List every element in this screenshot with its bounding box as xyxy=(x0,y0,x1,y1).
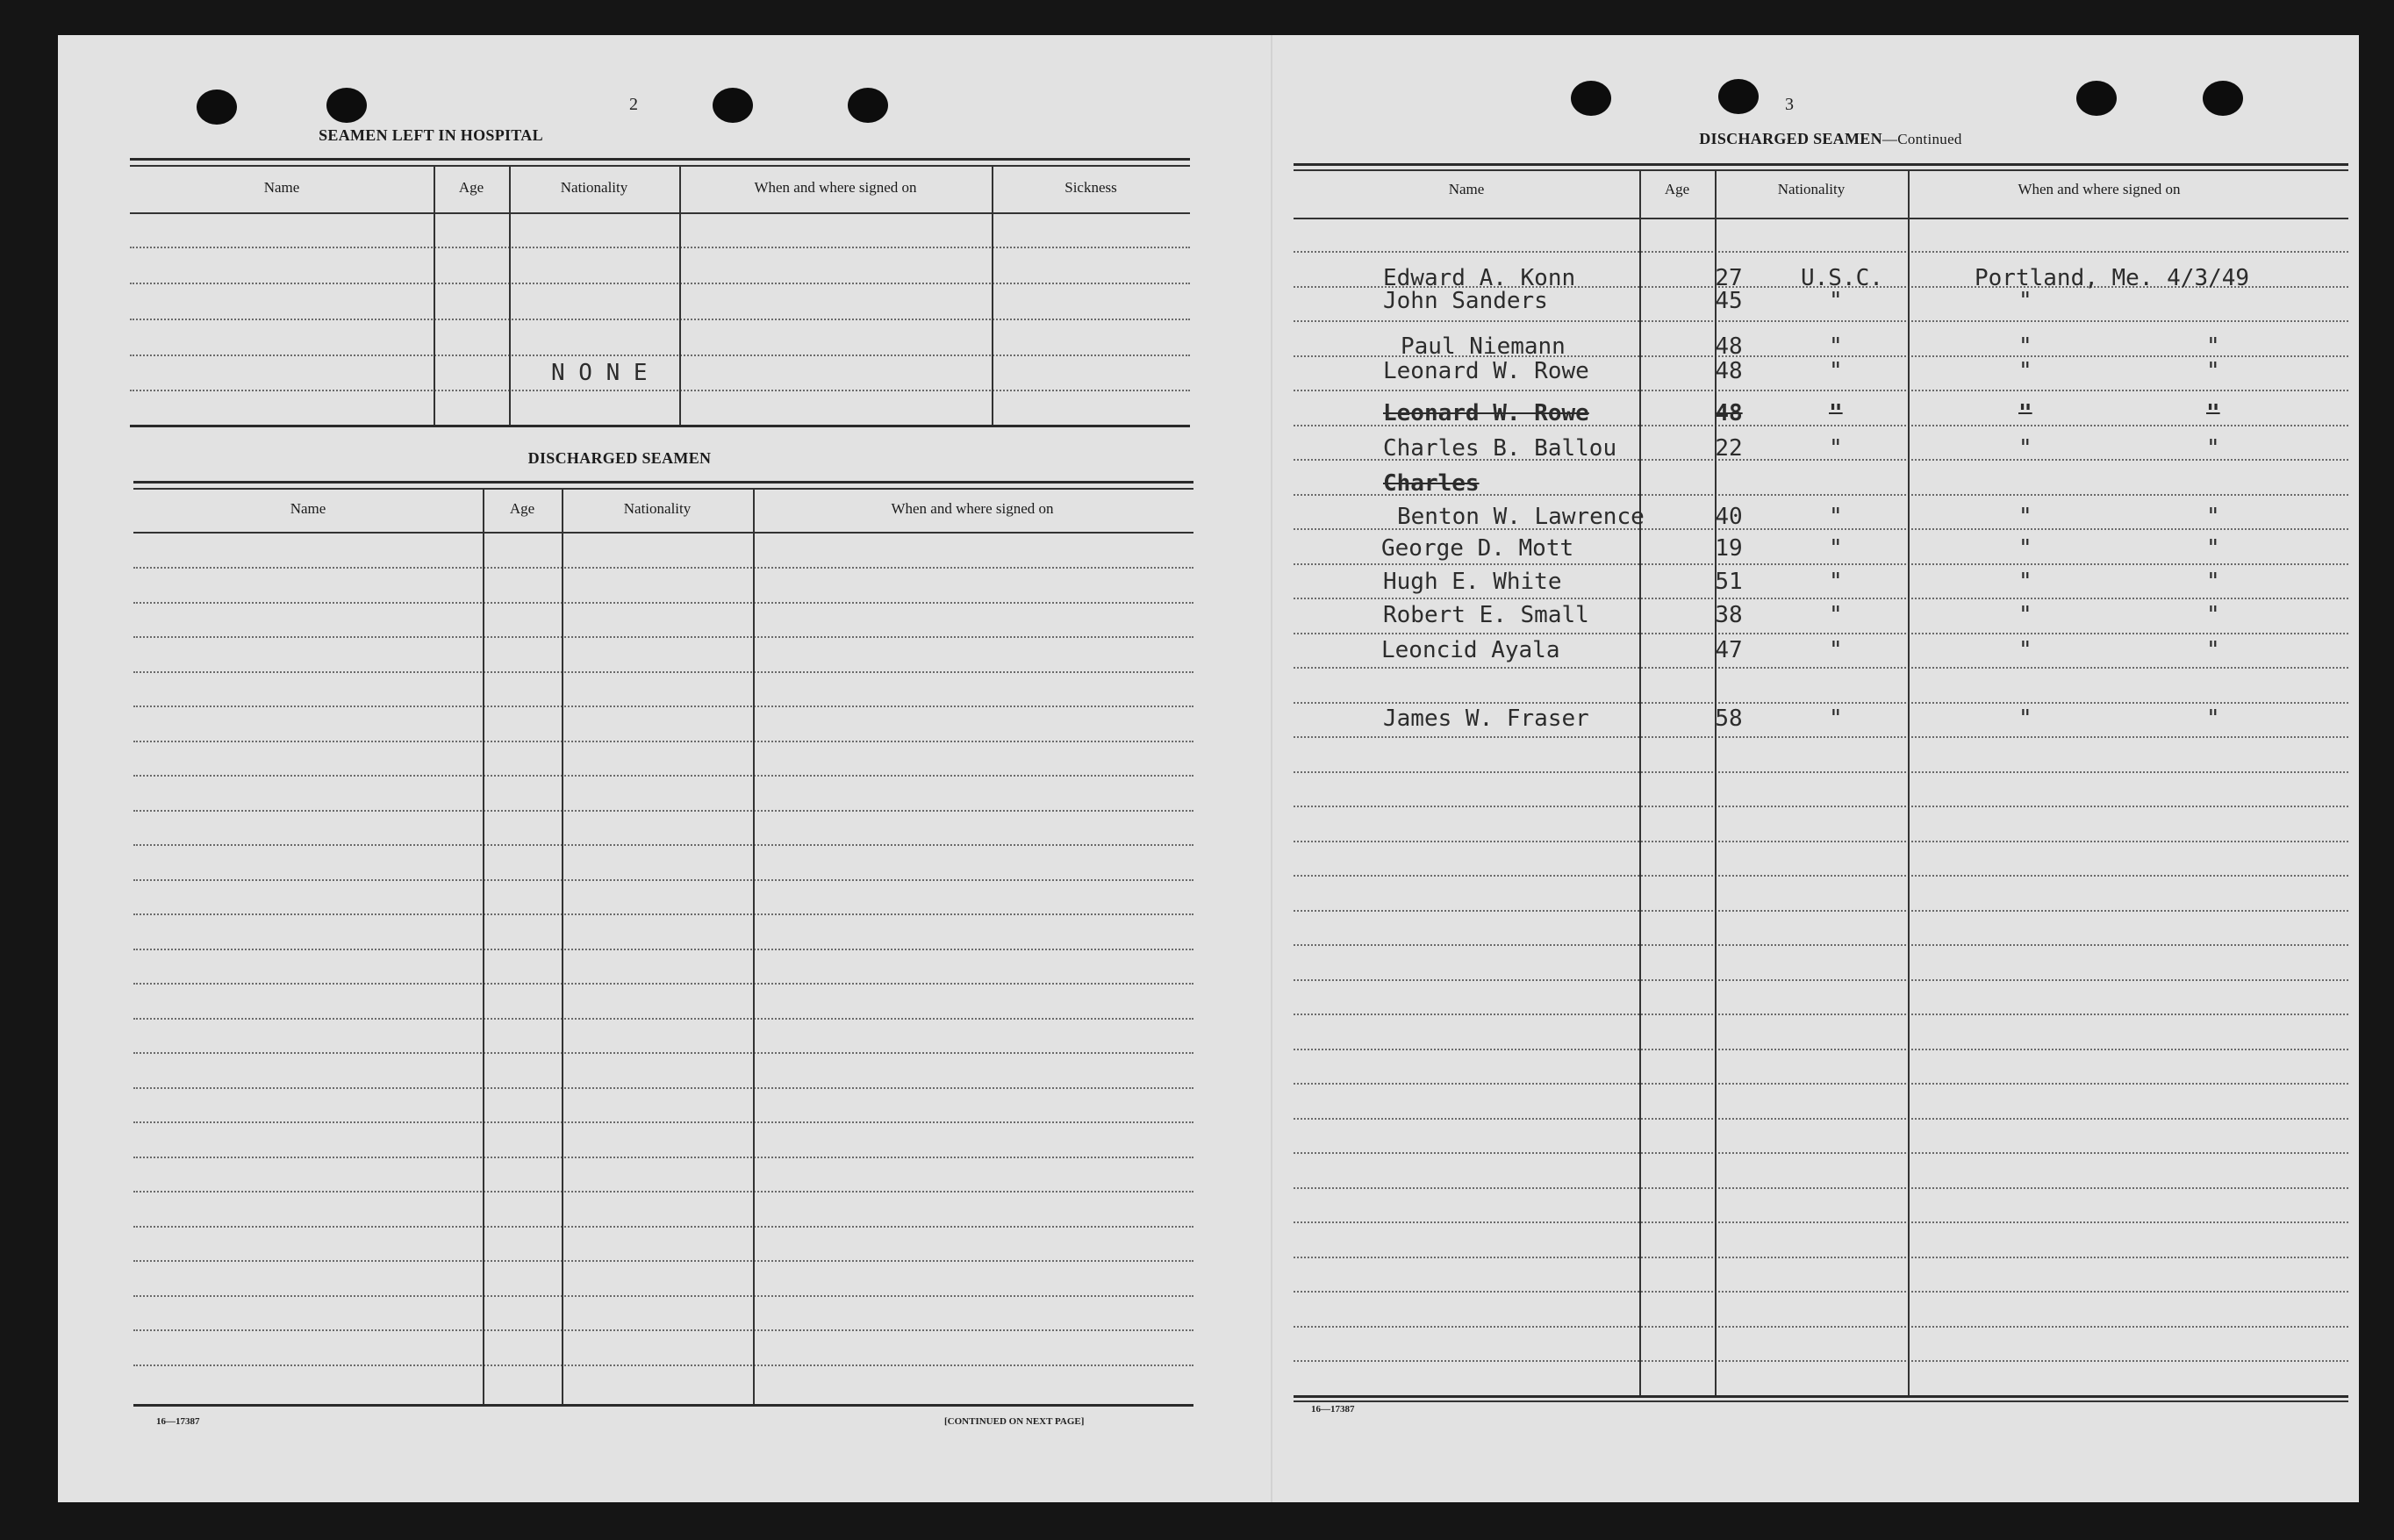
discharged-continued-title xyxy=(1620,130,2041,148)
row-rule xyxy=(1294,1187,2348,1189)
row-rule xyxy=(1294,736,2348,738)
discharged-table-top-rule xyxy=(133,488,1193,490)
seaman-nationality: " xyxy=(1829,504,1843,530)
row-rule xyxy=(133,1329,1193,1331)
column-header-age: Age xyxy=(458,179,484,196)
row-rule xyxy=(1294,1014,2348,1015)
column-divider xyxy=(753,488,755,1404)
column-divider xyxy=(483,488,484,1404)
row-rule xyxy=(1294,875,2348,877)
row-rule xyxy=(1294,806,2348,807)
row-rule xyxy=(1294,320,2348,322)
seaman-signed-on: Portland, Me. 4/3/49 xyxy=(1975,265,2250,291)
seaman-signed-on-date: " xyxy=(2206,637,2220,663)
row-rule xyxy=(133,636,1193,638)
seaman-signed-on-date: " xyxy=(2206,400,2220,426)
row-rule xyxy=(1294,1257,2348,1258)
column-divider xyxy=(509,165,511,425)
column-divider xyxy=(992,165,993,425)
column-header-nationality: Nationality xyxy=(1777,181,1846,197)
hospital-table-top-rule xyxy=(130,158,1190,161)
row-rule xyxy=(130,390,1190,391)
form-number: 16—17387 xyxy=(1311,1404,1355,1415)
seaman-nationality: " xyxy=(1829,569,1843,595)
punch-hole xyxy=(2076,81,2117,116)
row-rule xyxy=(133,1087,1193,1089)
seaman-signed-on-date: " xyxy=(2206,602,2220,628)
seaman-signed-on-date: " xyxy=(2206,435,2220,462)
seaman-signed-on-date: " xyxy=(2206,706,2220,732)
seaman-name: Leoncid Ayala xyxy=(1381,637,1560,663)
row-rule xyxy=(130,283,1190,284)
row-rule xyxy=(133,1365,1193,1366)
column-header-sickness: Sickness xyxy=(1064,179,1117,196)
row-rule xyxy=(1294,667,2348,669)
row-rule xyxy=(133,844,1193,846)
row-rule xyxy=(1294,841,2348,842)
punch-hole xyxy=(713,88,753,123)
page-fold xyxy=(1271,35,1272,1502)
seaman-name: Benton W. Lawrence xyxy=(1397,504,1645,530)
row-rule xyxy=(133,1191,1193,1193)
hospital-table-top-rule xyxy=(130,165,1190,167)
table-top-rule xyxy=(1294,169,2348,171)
document-sheet: 2 SEAMEN LEFT IN HOSPITAL Name Age Nationality When and where signed on Sickness N O N E DISCHARGED SEAMEN Name Age Nationality When and where signed on 16—17387 [CONTINUED ON NEXT PAGE] 3 DISCHARGED SEAMEN—Continued Name Age Nationality When and where signed on Edward A. Konn 27 U.S.C. Portland, Me. 4/3/49 John Sanders 45 " " Paul Niemann 48 " " " Leonard W. Rowe 48 " " " Leonard W. Rowe 48 " " " Charles B. Ballou 22 " " " Charles Benton W. Lawrence 40 " " " George D. Mott 19 " " " Hugh E. White 51 " " " Robert E. Small 38 " " " Leoncid Ayala 47 " " " James W. Fraser 58 " " " 16—17387 xyxy=(58,35,2359,1502)
seaman-name: Hugh E. White xyxy=(1383,569,1562,595)
seaman-signed-on-date: " xyxy=(2206,504,2220,530)
row-rule xyxy=(1294,702,2348,704)
seaman-nationality: " xyxy=(1829,288,1843,314)
seaman-nationality: U.S.C. xyxy=(1801,265,1883,291)
row-rule xyxy=(133,810,1193,812)
discharged-table-title: DISCHARGED SEAMEN xyxy=(527,449,712,467)
row-rule xyxy=(130,355,1190,356)
seaman-signed-on: " xyxy=(2018,637,2032,663)
row-rule xyxy=(133,1018,1193,1020)
row-rule xyxy=(1294,1083,2348,1085)
seaman-nationality: " xyxy=(1829,637,1843,663)
seaman-nationality: " xyxy=(1829,535,1843,562)
row-rule xyxy=(133,567,1193,569)
seaman-signed-on: " xyxy=(2018,706,2032,732)
column-divider xyxy=(679,165,681,425)
seaman-nationality: " xyxy=(1829,400,1843,426)
row-rule xyxy=(1294,1221,2348,1223)
seaman-signed-on: " xyxy=(2018,535,2032,562)
row-rule xyxy=(133,1295,1193,1297)
column-header-name: Name xyxy=(290,500,326,517)
punch-hole xyxy=(197,90,237,125)
header-rule xyxy=(1294,218,2348,219)
seaman-signed-on: " xyxy=(2018,602,2032,628)
row-rule xyxy=(133,775,1193,777)
title-main: DISCHARGED SEAMEN xyxy=(1699,130,1882,147)
seaman-name: Leonard W. Rowe xyxy=(1383,400,1589,426)
row-rule xyxy=(133,1260,1193,1262)
seaman-signed-on: " xyxy=(2018,400,2032,426)
seaman-name: Charles xyxy=(1383,470,1480,497)
punch-hole xyxy=(848,88,888,123)
row-rule xyxy=(1294,1152,2348,1154)
title-suffix: —Continued xyxy=(1882,131,1962,147)
column-divider xyxy=(1639,169,1641,1395)
row-rule xyxy=(1294,390,2348,391)
seaman-name: Edward A. Konn xyxy=(1383,265,1576,291)
row-rule xyxy=(1294,771,2348,773)
row-rule xyxy=(133,741,1193,742)
seaman-nationality: " xyxy=(1829,358,1843,384)
punch-hole xyxy=(1571,81,1611,116)
header-rule xyxy=(133,532,1193,534)
seaman-name: Robert E. Small xyxy=(1383,602,1589,628)
row-rule xyxy=(133,1052,1193,1054)
seaman-nationality: " xyxy=(1829,602,1843,628)
hospital-table-title: SEAMEN LEFT IN HOSPITAL xyxy=(319,126,543,144)
row-rule xyxy=(1294,251,2348,253)
seaman-nationality: " xyxy=(1829,333,1843,360)
column-header-name: Name xyxy=(263,179,300,196)
discharged-table-bottom-rule xyxy=(133,1404,1193,1407)
row-rule xyxy=(130,247,1190,248)
seaman-signed-on-date: " xyxy=(2206,358,2220,384)
page-number: 2 xyxy=(629,95,638,114)
seaman-signed-on-date: " xyxy=(2206,333,2220,360)
seaman-nationality: " xyxy=(1829,435,1843,462)
row-rule xyxy=(133,671,1193,673)
column-header-nationality: Nationality xyxy=(560,179,628,196)
column-header-name: Name xyxy=(1448,181,1485,197)
row-rule xyxy=(1294,944,2348,946)
seaman-signed-on: " xyxy=(2018,333,2032,360)
seaman-signed-on: " xyxy=(2018,435,2032,462)
discharged-table-top-rule xyxy=(133,481,1193,483)
hospital-table-bottom-rule xyxy=(130,425,1190,427)
row-rule xyxy=(133,913,1193,915)
table-bottom-rule xyxy=(1294,1400,2348,1402)
row-rule xyxy=(1294,1360,2348,1362)
punch-hole xyxy=(2203,81,2243,116)
column-header-signed-on: When and where signed on xyxy=(754,179,917,196)
seaman-name: George D. Mott xyxy=(1381,535,1574,562)
row-rule xyxy=(133,949,1193,950)
form-number: 16—17387 xyxy=(156,1416,200,1427)
seaman-signed-on-date: " xyxy=(2206,535,2220,562)
row-rule xyxy=(130,319,1190,320)
hospital-entry-none: N O N E xyxy=(551,360,648,386)
row-rule xyxy=(1294,910,2348,912)
seaman-name: John Sanders xyxy=(1383,288,1548,314)
punch-hole xyxy=(326,88,367,123)
row-rule xyxy=(133,983,1193,985)
row-rule xyxy=(133,1121,1193,1123)
column-header-nationality: Nationality xyxy=(623,500,692,517)
seaman-name: James W. Fraser xyxy=(1383,706,1589,732)
column-header-age: Age xyxy=(509,500,535,517)
punch-hole xyxy=(1718,79,1759,114)
seaman-name: Charles B. Ballou xyxy=(1383,435,1617,462)
row-rule xyxy=(133,1157,1193,1158)
column-header-signed-on: When and where signed on xyxy=(2018,181,2181,197)
seaman-signed-on: " xyxy=(2018,288,2032,314)
column-header-age: Age xyxy=(1664,181,1690,197)
column-divider xyxy=(562,488,563,1404)
row-rule xyxy=(1294,979,2348,981)
row-rule xyxy=(1294,1118,2348,1120)
seaman-signed-on: " xyxy=(2018,358,2032,384)
row-rule xyxy=(1294,1291,2348,1293)
header-rule xyxy=(130,212,1190,214)
row-rule xyxy=(133,706,1193,707)
row-rule xyxy=(133,1226,1193,1228)
row-rule xyxy=(1294,633,2348,634)
column-divider xyxy=(434,165,435,425)
column-header-signed-on: When and where signed on xyxy=(891,500,1054,517)
seaman-name: Leonard W. Rowe xyxy=(1383,358,1589,384)
row-rule xyxy=(1294,563,2348,565)
table-bottom-rule xyxy=(1294,1395,2348,1398)
column-divider xyxy=(1908,169,1910,1395)
table-top-rule xyxy=(1294,163,2348,166)
seaman-signed-on-date: " xyxy=(2206,569,2220,595)
row-rule xyxy=(133,879,1193,881)
seaman-nationality: " xyxy=(1829,706,1843,732)
seaman-signed-on: " xyxy=(2018,569,2032,595)
page-number: 3 xyxy=(1785,95,1794,114)
seaman-signed-on: " xyxy=(2018,504,2032,530)
row-rule xyxy=(133,602,1193,604)
continued-note: [CONTINUED ON NEXT PAGE] xyxy=(944,1416,1085,1427)
seaman-name: Paul Niemann xyxy=(1401,333,1566,360)
row-rule xyxy=(1294,598,2348,599)
row-rule xyxy=(1294,1326,2348,1328)
row-rule xyxy=(1294,1049,2348,1050)
